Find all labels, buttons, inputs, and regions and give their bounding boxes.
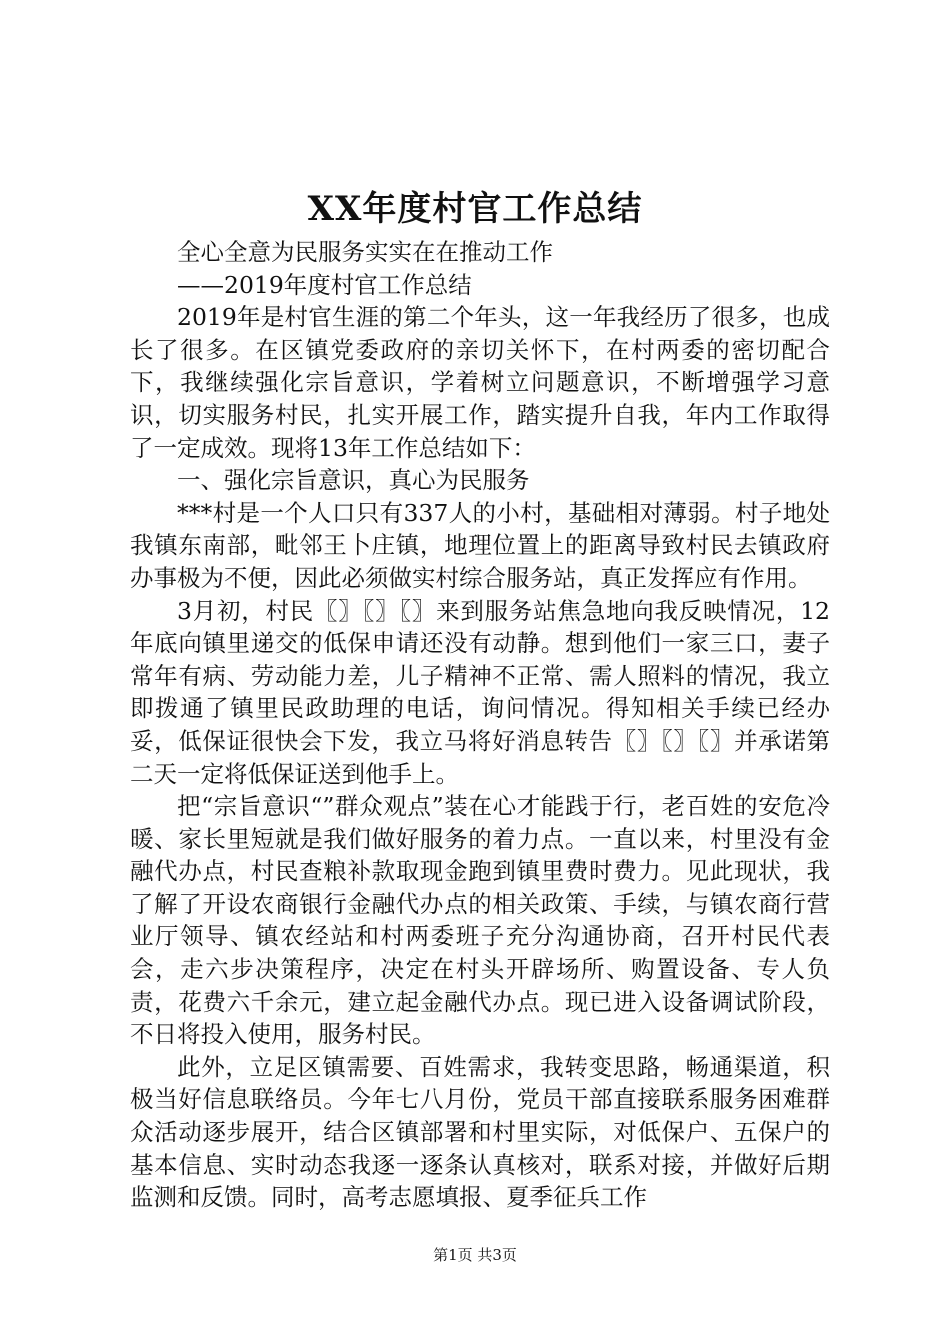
paragraph-subtitle-2: ——2019年度村官工作总结 — [177, 270, 472, 299]
section-heading-1: 一、强化宗旨意识，真心为民服务 — [177, 466, 530, 495]
paragraph-subtitle: 全心全意为民服务实实在在推动工作 — [177, 238, 553, 266]
paragraph-additionally: 此外，立足区镇需要、百姓需求，我转变思路，畅通渠道，积极当好信息联络员。今年七八月份，党员干部直接联系服务困难群众活动逐步展开，结合区镇部署和村里实际，对低保户、五保户的基本信息、实时动态我逐一逐条认真核对，联系对接，并做好后期监测和反馈。同时，高考志愿填报、夏季征兵工作 — [130, 1052, 830, 1212]
paragraph-intro: 2019年是村官生涯的第二个年头，这一年我经历了很多，也成长了很多。在区镇党委政府的亲切关怀下，在村两委的密切配合下，我继续强化宗旨意识，学着树立问题意识，不断增强学习意识，切实服务村民，扎实开展工作，踏实提升自我，年内工作取得了一定成效。现将13年工作总结如下： — [130, 303, 830, 462]
paragraph-march: 3月初，村民〖〗〖〗〖〗来到服务站焦急地向我反映情况，12年底向镇里递交的低保申请还没有动静。想到他们一家三口，妻子常年有病、劳动能力差，儿子精神不正常、需人照料的情况，我立即拨通了镇里民政助理的电话，询问情况。得知相关手续已经办妥，低保证很快会下发，我立马将好消息转告〖〗〖〗〖〗并承诺第二天一定将低保证送到他手上。 — [130, 596, 830, 788]
page-footer: 第1页 共3页 — [433, 1246, 517, 1264]
paragraph-village: ***村是一个人口只有337人的小村，基础相对薄弱。村子地处我镇东南部，毗邻王卜庄镇，地理位置上的距离导致村民去镇政府办事极为不便，因此必须做实村综合服务站，真正发挥应有作用。 — [130, 498, 830, 592]
document-title: XX年度村官工作总结 — [307, 189, 643, 229]
document-body — [130, 236, 830, 1214]
paragraph-finance: 把“宗旨意识“”群众观点”装在心才能践于行，老百姓的安危冷暖、家长里短就是我们做好服务的着力点。一直以来，村里没有金融代办点，村民查粮补款取现金跑到镇里费时费力。见此现状，我了解了开设农商银行金融代办点的相关政策、手续，与镇农商行营业厅领导、镇农经站和村两委班子充分沟通协商，召开村民代表会，走六步决策程序，决定在村头开辟场所、购置设备、专人负责，花费六千余元，建立起金融代办点。现已进入设备调试阶段，不日将投入使用，服务村民。 — [130, 792, 830, 1049]
